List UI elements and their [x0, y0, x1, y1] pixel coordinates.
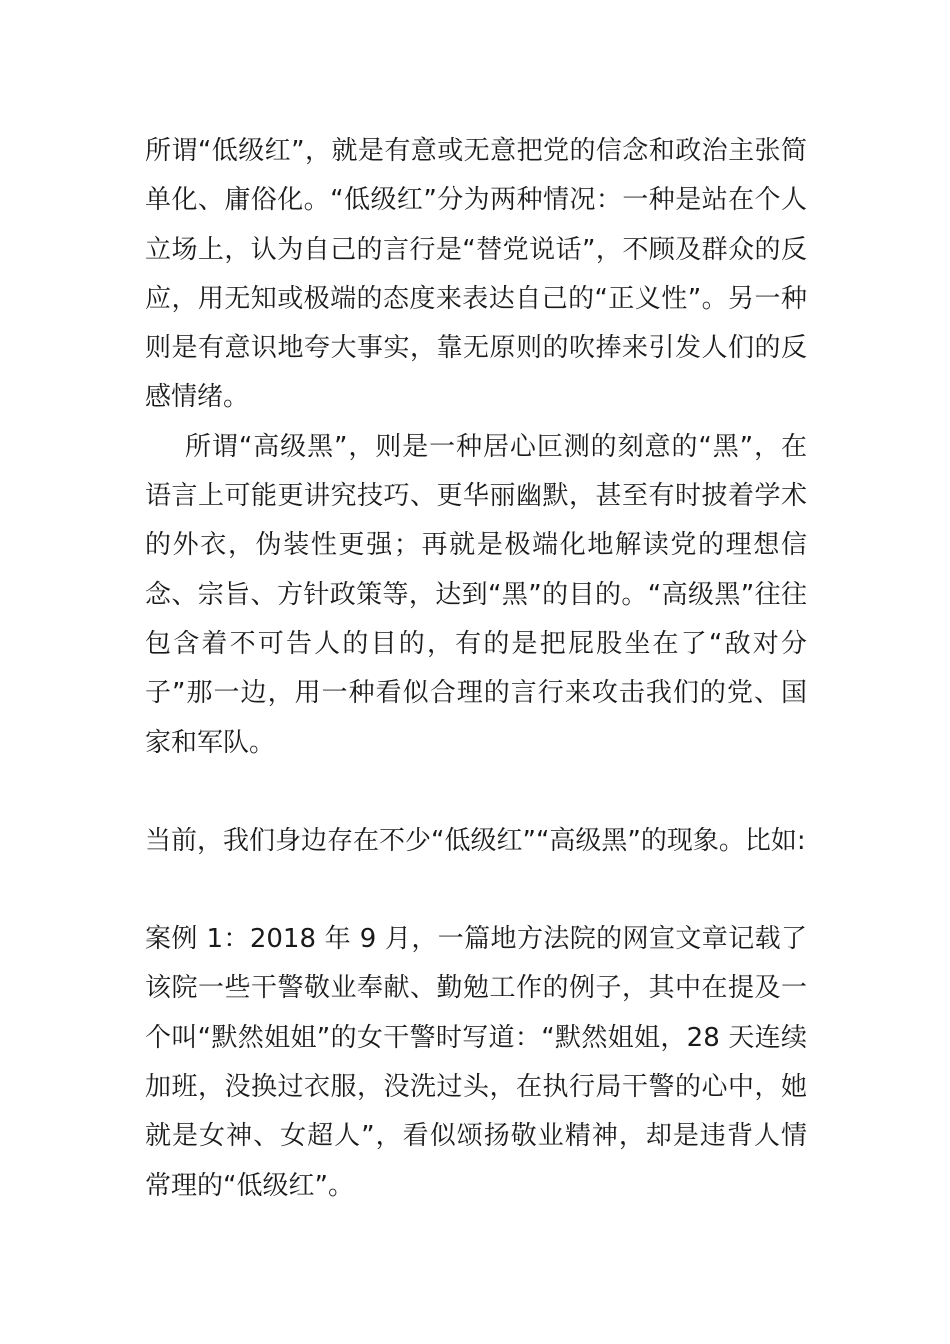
paragraph-case-1: 案例 1：2018 年 9 月，一篇地方法院的网宣文章记载了该院一些干警敬业奉献、勤勉工作的例子，其中在提及一个叫“默然姐姐”的女干警时写道：“默然姐姐，28 天连续加班，没换过衣服，没洗过头，在执行局干警的心中，她就是女神、女超人”，看似颂扬敬业精神，却是违背人情常理的“低级红”。 — [145, 924, 807, 1201]
paragraph-low-red-definition: 所谓“低级红”，就是有意或无意把党的信念和政治主张简单化、庸俗化。“低级红”分为两种情况：一种是站在个人立场上，认为自己的言行是“替党说话”，不顾及群众的反应，用无知或极端的态度来表达自己的“正义性”。另一种则是有意识地夸大事实，靠无原则的吹捧来引发人们的反感情绪。 — [145, 136, 807, 413]
paragraph-current-phenomenon: 当前，我们身边存在不少“低级红”“高级黑”的现象。比如: — [145, 825, 806, 856]
paragraph-high-black-definition: 所谓“高级黑”，则是一种居心叵测的刻意的“黑”，在语言上可能更讲究技巧、更华丽幽默，甚至有时披着学术的外衣，伪装性更强；再就是极端化地解读党的理想信念、宗旨、方针政策等，达到“黑”的目的。“高级黑”往往包含着不可告人的目的，有的是把屁股坐在了“敌对分子”那一边，用一种看似合理的言行来攻击我们的党、国家和军队。 — [145, 431, 807, 758]
document-body — [145, 127, 807, 1211]
